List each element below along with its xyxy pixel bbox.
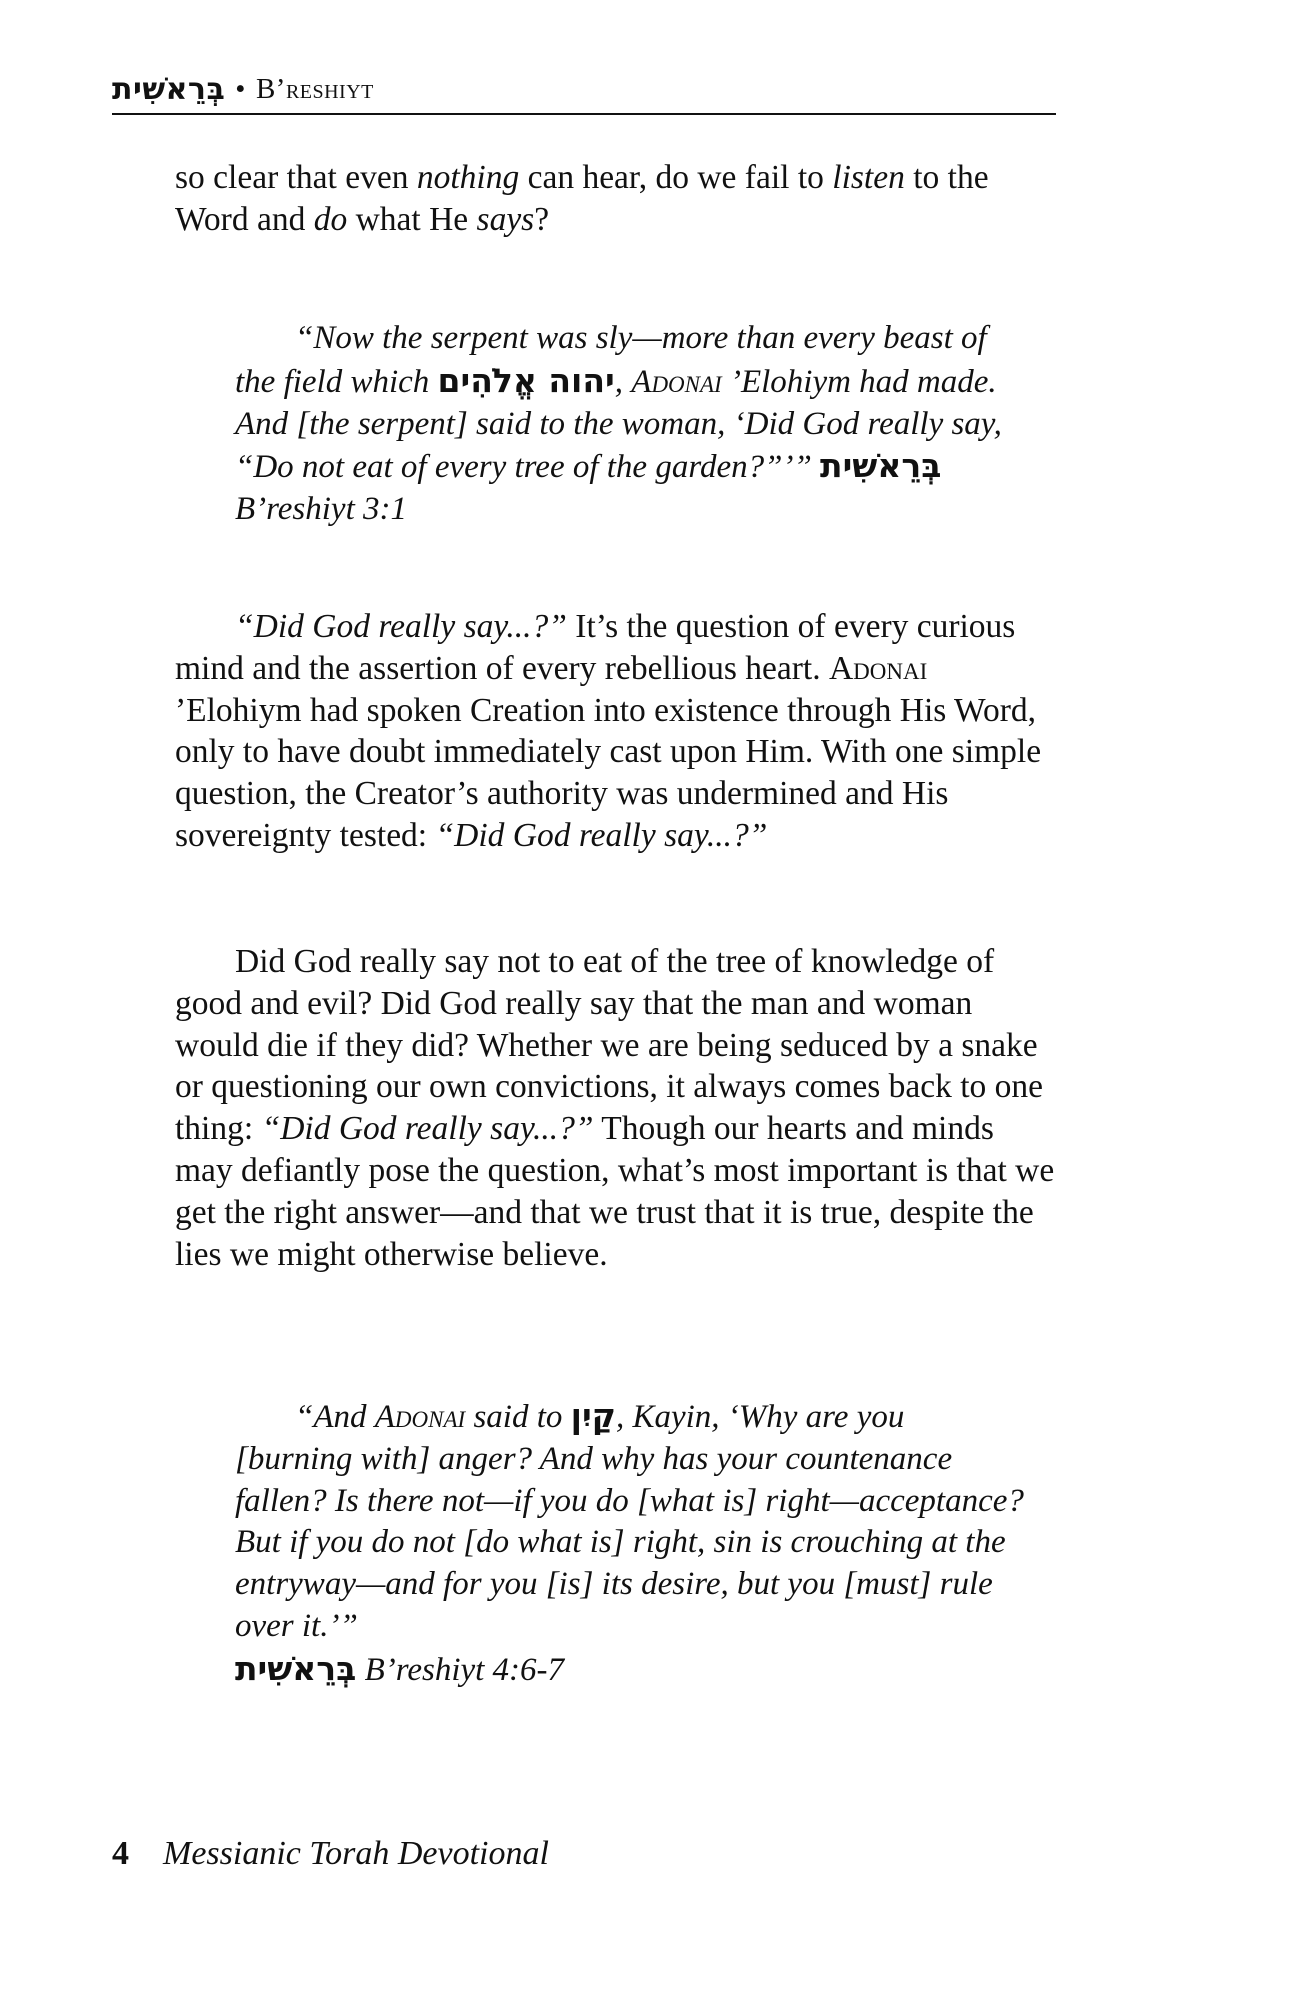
hebrew-name-kayin: קַיִן <box>570 1396 616 1435</box>
scripture-quote-genesis-3-1: “Now the serpent was sly—more than every beast of the field which יהוה אֱלֹהִים, Adonai ’Elohiym had made. And [the serpent] said to the woman, ‘Did God really say, “Do not eat of every tree of the garden?”’” בְּרֵאשִׁית B’reshiyt 3:1 <box>235 320 1002 528</box>
page-footer <box>112 1835 549 1873</box>
emphasis: nothing <box>416 159 520 196</box>
paragraph-tree-of-knowledge: Did God really say not to eat of the tree of knowledge of good and evil? Did God really say that the man and woman would die if they did? Whether we are being seduced by a snake or questioning our own convictions, it always comes back to one thing: “Did God really say...?” Though our hearts and minds may defiantly pose the question, what’s most important is that we get the right answer—and that we trust that it is true, despite the lies we might otherwise believe. <box>175 943 1055 1273</box>
emphasis: says <box>476 200 535 238</box>
emphasis: “Did God really say...?” <box>435 816 768 854</box>
scripture-quote-genesis-4-6-7: “And Adonai said to קַיִן, Kayin, ‘Why are you [burning with] anger? And why has your countenance fallen? Is there not—if you do [what is] right—acceptance? But if you do not [do what is] right, sin is crouching at the entryway—and for you [is] its desire, but you [must] rule over it.’” בְּרֵאשִׁית B’reshiyt 4:6-7 <box>235 1396 1024 1688</box>
running-head-hebrew: בְּרֵאשִׁית <box>112 72 226 107</box>
reference-text: B’reshiyt 4:6-7 <box>356 1651 565 1688</box>
adonai-smallcaps: Adonai <box>828 649 928 687</box>
paragraph-did-god-really-say: “Did God really say...?” It’s the question of every curious mind and the assertion of every rebellious heart. Adonai ’Elohiym had spoken Creation into existence through His Word, only to have doubt immediately cast upon Him. With one simple question, the Creator’s authority was undermined and His sovereignty tested: “Did God really say...?” <box>175 608 1042 854</box>
emphasis: “Did God really say...?” <box>235 608 567 645</box>
emphasis: “Did God really say...?” <box>261 1110 594 1148</box>
emphasis: do <box>313 200 348 238</box>
running-head-bullet: • <box>235 73 246 105</box>
header-rule <box>112 113 1056 115</box>
running-head <box>112 72 1056 107</box>
adonai-smallcaps: Adonai <box>631 363 722 400</box>
reference-text: B’reshiyt 3:1 <box>235 491 407 528</box>
hebrew-divine-name: יהוה אֱלֹהִים <box>437 360 615 400</box>
book-title: Messianic Torah Devotional <box>163 1835 549 1872</box>
emphasis: listen <box>832 159 905 196</box>
paragraph-continuation: so clear that even nothing can hear, do we fail to listen to the Word and do what He says? <box>175 159 989 238</box>
reference-hebrew: בְּרֵאשִׁית <box>235 1648 357 1688</box>
page-number: 4 <box>112 1835 129 1872</box>
running-head-title: B’reshiyt <box>255 73 374 105</box>
adonai-smallcaps: Adonai <box>374 1399 466 1435</box>
reference-hebrew: בְּרֵאשִׁית <box>820 446 942 486</box>
